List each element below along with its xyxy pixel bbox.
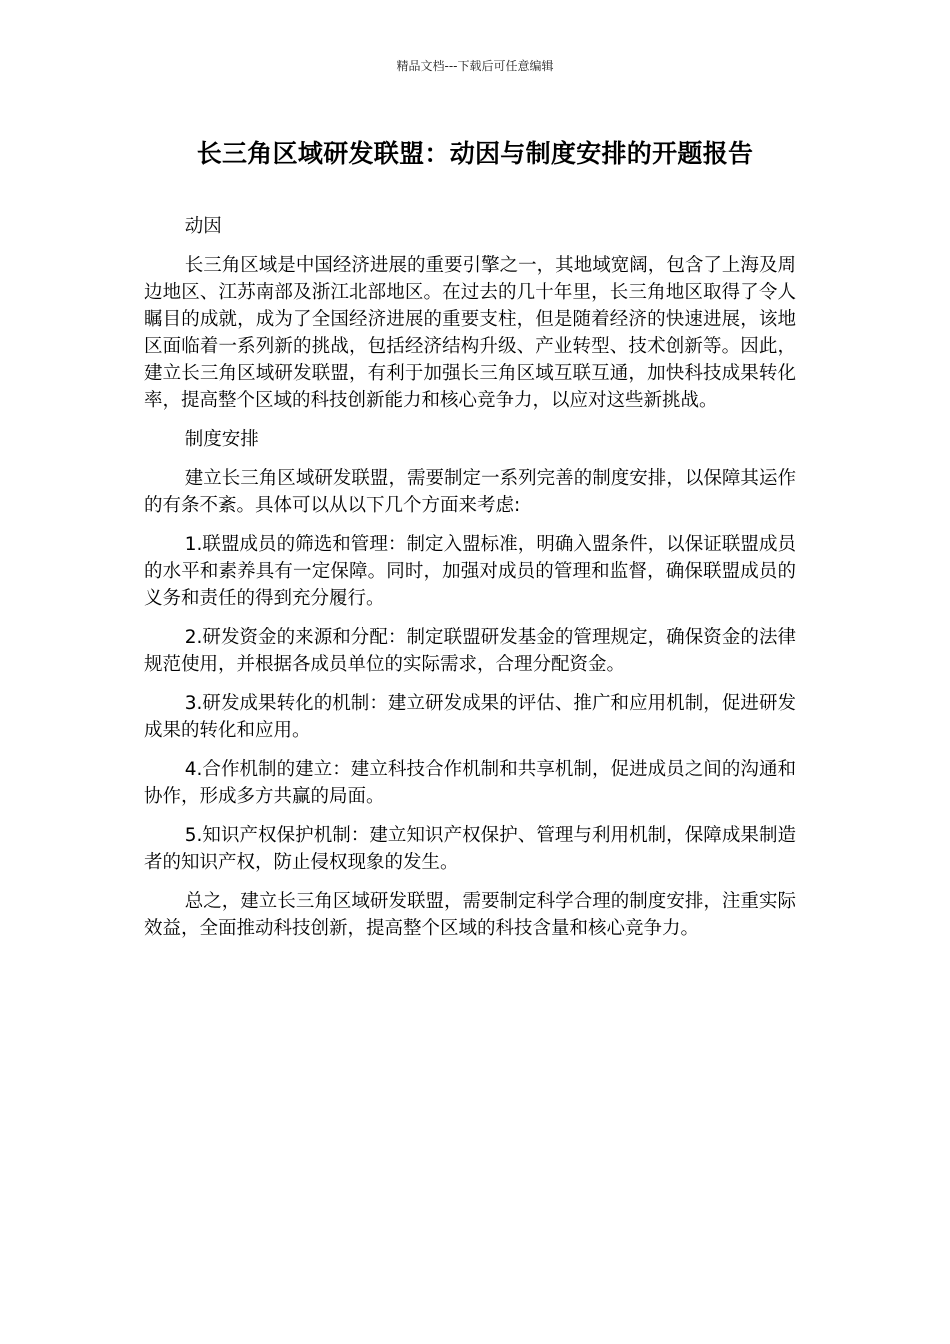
conclusion-paragraph: 总之，建立长三角区域研发联盟，需要制定科学合理的制度安排，注重实际效益，全面推动科技创新，提高整个区域的科技含量和核心竞争力。 — [144, 891, 796, 939]
document-title: 长三角区域研发联盟：动因与制度安排的开题报告 — [196, 139, 754, 168]
motivation-paragraph: 长三角区域是中国经济进展的重要引擎之一，其地域宽阔，包含了上海及周边地区、江苏南部及浙江北部地区。在过去的几十年里，长三角地区取得了令人瞩目的成就，成为了全国经济进展的重要支柱，但是随着经济的快速进展，该地区面临着一系列新的挑战，包括经济结构升级、产业转型、技术创新等。因此，建立长三角区域研发联盟，有利于加强长三角区域互联互通，加快科技成果转化率，提高整个区域的科技创新能力和核心竞争力，以应对这些新挑战。 — [144, 255, 796, 411]
page-header: 精品文档---下载后可任意编辑 — [396, 59, 554, 73]
section-heading-motivation: 动因 — [184, 216, 222, 237]
list-item: 3.研发成果转化的机制：建立研发成果的评估、推广和应用机制，促进研发成果的转化和应用。 — [144, 693, 796, 741]
list-item: 5.知识产权保护机制：建立知识产权保护、管理与利用机制，保障成果制造者的知识产权，防止侵权现象的发生。 — [144, 825, 796, 873]
list-item: 1.联盟成员的筛选和管理：制定入盟标准，明确入盟条件，以保证联盟成员的水平和素养具有一定保障。同时，加强对成员的管理和监督，确保联盟成员的义务和责任的得到充分履行。 — [144, 534, 796, 609]
list-item: 4.合作机制的建立：建立科技合作机制和共享机制，促进成员之间的沟通和协作，形成多方共赢的局面。 — [144, 759, 796, 807]
list-item: 2.研发资金的来源和分配：制定联盟研发基金的管理规定，确保资金的法律规范使用，并根据各成员单位的实际需求，合理分配资金。 — [144, 627, 796, 675]
document-body — [144, 213, 796, 954]
institution-intro-paragraph: 建立长三角区域研发联盟，需要制定一系列完善的制度安排，以保障其运作的有条不紊。具体可以从以下几个方面来考虑: — [144, 468, 796, 516]
section-heading-institution: 制度安排 — [184, 429, 259, 450]
